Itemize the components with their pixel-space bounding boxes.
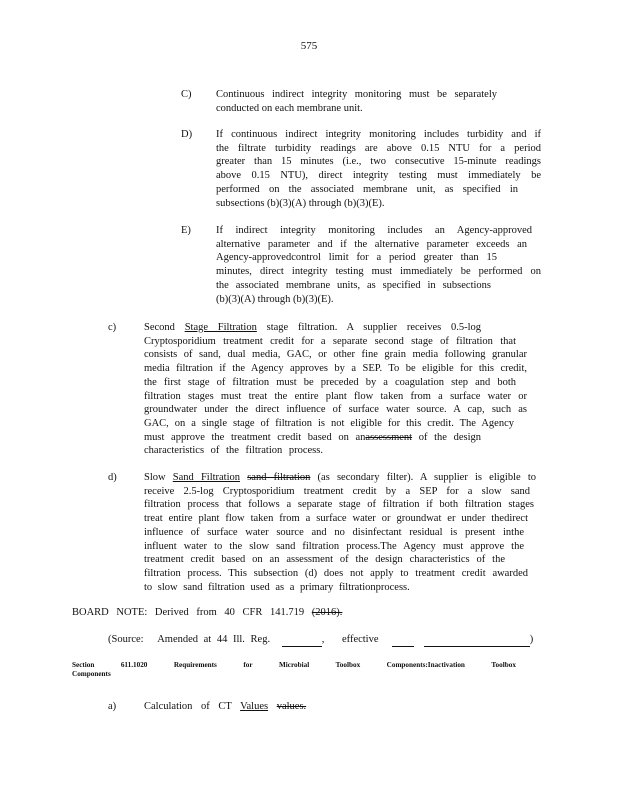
item-d-line: above 0.15 NTU), direct integrity testing must immediately be [216,170,541,182]
section-header-line: Components [72,670,111,678]
para-c-line: media filtration if the Agency approves by a SEP. To be eligible for this credit, [144,363,527,375]
item-c-marker: C) [181,89,192,100]
item-e-line: the associated membrane units, as specified in subsections [216,279,491,291]
para-c-marker: c) [108,322,117,333]
register-blank [282,635,322,647]
date-blank [424,635,530,647]
section-header-line: Section 611.1020 Requirements for Microbial Toolbox Components:Inactivation Toolbox [72,661,516,669]
item-e-line: alternative parameter and if the alternative parameter exceeds an [216,238,527,250]
para-c-line: Second Stage Filtration stage filtration. A supplier receives 0.5-log [144,322,482,333]
deleted-text: sand filtration [247,472,311,483]
deleted-text: assessment [365,431,413,443]
inserted-text: Stage Filtration [184,322,257,333]
item-e-line: (b)(3)(A) through (b)(3)(E). [216,293,334,305]
para-d-marker: d) [108,472,117,483]
para-d-line: filtration process that follows a separate stage of filtration if both filtration stages [144,499,534,511]
section-header [72,661,516,679]
item-c-line: Continuous indirect integrity monitoring must be separately [216,89,497,100]
para-c-line: filtration stages must treat the entire plant flow taken from a surface water or [144,390,527,402]
para-d-text [144,471,536,594]
item-d-text [216,128,541,210]
deleted-text: values. [276,701,307,712]
item-d-line: greater than 15 minutes (i.e., two consecutive 15-minute readings [216,156,541,168]
para-d-line: Slow Sand Filtration sand filtration (as secondary filter). A supplier is eligible to [144,472,536,483]
item-d-line: the filtrate turbidity readings are above 0.15 NTU for a period [216,142,541,154]
subsection-a-marker: a) [108,701,117,712]
para-c-line: groundwater under the direct influence of surface water source. A cap, such as [144,404,527,416]
para-c-line: characteristics of the filtration process. [144,445,323,457]
para-d-line: treat entire plant flow taken from a surface water or groundwat er under thedirect [144,513,528,525]
item-d-line: subsections (b)(3)(A) through (b)(3)(E). [216,197,385,209]
item-e-line: Agency-approvedcontrol limit for a period greater than 15 [216,252,497,264]
item-c-text [216,88,497,115]
para-d-line: to slow sand filtration used as a primary filtrationprocess. [144,581,410,593]
para-c-text [144,321,527,458]
para-d-line: influence of surface water source and no disinfectant residual is present inthe [144,526,524,538]
item-e-line: If indirect integrity monitoring includes an Agency-approved [216,225,532,236]
para-c-line: GAC, on a single stage of filtration is not eligible for this credit. The Agency [144,417,514,429]
page-number: 575 [300,40,318,52]
item-d-line: performed on the associated membrane unit, as specified in [216,183,518,195]
item-e-text [216,224,541,306]
para-d-line: filtration process. This subsection (d) does not apply to treatment credit awarded [144,567,528,579]
para-c-line: consists of sand, dual media, GAC, or other fine grain media following granular [144,349,527,361]
para-d-line: receive 2.5-log Cryptosporidium treatment credit by a SEP for a slow sand [144,485,530,497]
subsection-a-text: Calculation of CT Values values. [144,701,307,712]
inserted-text: Sand Filtration [172,472,241,483]
source-note: (Source: Amended at 44 Ill. Reg. , effective ) [108,634,534,645]
para-c-line: Cryptosporidium treatment credit for a separate second stage of filtration that [144,335,516,347]
deleted-text: (2016). [311,607,343,618]
board-note: BOARD NOTE: Derived from 40 CFR 141.719 (2016). [72,607,343,618]
item-e-line: minutes, direct integrity testing must immediately be performed on [216,266,541,278]
para-c-line: must approve the treatment credit based on anassessment of the design [144,431,481,443]
item-c-line: conducted on each membrane unit. [216,102,363,114]
item-e-marker: E) [181,225,191,236]
inserted-text: Values [240,701,269,712]
para-c-line: the first stage of filtration must be preceded by a coagulation step and both [144,376,516,388]
para-d-line: treatment credit based on an assessment of the design characteristics of the [144,554,505,566]
item-d-line: If continuous indirect integrity monitoring includes turbidity and if [216,129,541,140]
item-d-marker: D) [181,129,193,140]
date-blank [392,635,414,647]
para-d-line: influent water to the slow sand filtration process.The Agency must approve the [144,540,524,552]
